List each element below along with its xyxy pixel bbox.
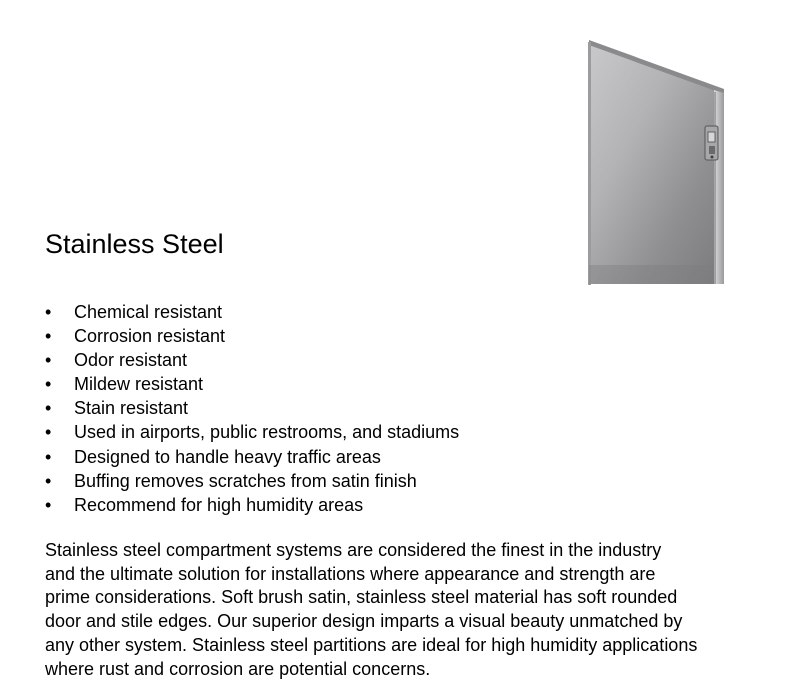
stainless-steel-door-image — [588, 40, 728, 286]
feature-text: Recommend for high humidity areas — [74, 494, 364, 515]
feature-text: Designed to handle heavy traffic areas — [74, 446, 381, 467]
list-item — [45, 420, 459, 444]
description-line: Stainless steel compartment systems are considered the finest in the industry — [45, 540, 662, 560]
feature-text: Odor resistant — [74, 350, 188, 371]
list-item — [45, 372, 459, 396]
bullet-glyph: • — [45, 494, 52, 515]
feature-text: Corrosion resistant — [74, 326, 226, 347]
feature-list — [45, 300, 459, 517]
description-line: and the ultimate solution for installations where appearance and strength are — [45, 563, 656, 584]
list-item — [45, 493, 459, 517]
list-item — [45, 396, 459, 420]
bullet-glyph: • — [45, 374, 52, 395]
feature-text: Chemical resistant — [74, 302, 223, 322]
bullet-glyph: • — [45, 350, 52, 371]
description-paragraph — [45, 539, 790, 681]
page-title: Stainless Steel — [45, 229, 224, 259]
list-item — [45, 300, 459, 324]
bullet-glyph: • — [45, 446, 52, 467]
description-line: any other system. Stainless steel partitions are ideal for high humidity applications — [45, 634, 698, 655]
feature-text: Mildew resistant — [74, 374, 204, 395]
bullet-glyph: • — [45, 302, 52, 322]
list-item — [45, 324, 459, 348]
list-item — [45, 348, 459, 372]
description-line: prime considerations. Soft brush satin, stainless steel material has soft rounded — [45, 587, 678, 608]
description-line: door and stile edges. Our superior design imparts a visual beauty unmatched by — [45, 611, 683, 632]
feature-text: Buffing removes scratches from satin finish — [74, 470, 417, 491]
feature-text: Stain resistant — [74, 398, 189, 419]
list-item — [45, 469, 459, 493]
description-line: where rust and corrosion are potential concerns. — [45, 658, 431, 679]
bullet-glyph: • — [45, 470, 52, 491]
bullet-glyph: • — [45, 422, 52, 443]
bullet-glyph: • — [45, 326, 52, 347]
list-item — [45, 445, 459, 469]
feature-text: Used in airports, public restrooms, and stadiums — [74, 422, 460, 443]
bullet-glyph: • — [45, 398, 52, 419]
